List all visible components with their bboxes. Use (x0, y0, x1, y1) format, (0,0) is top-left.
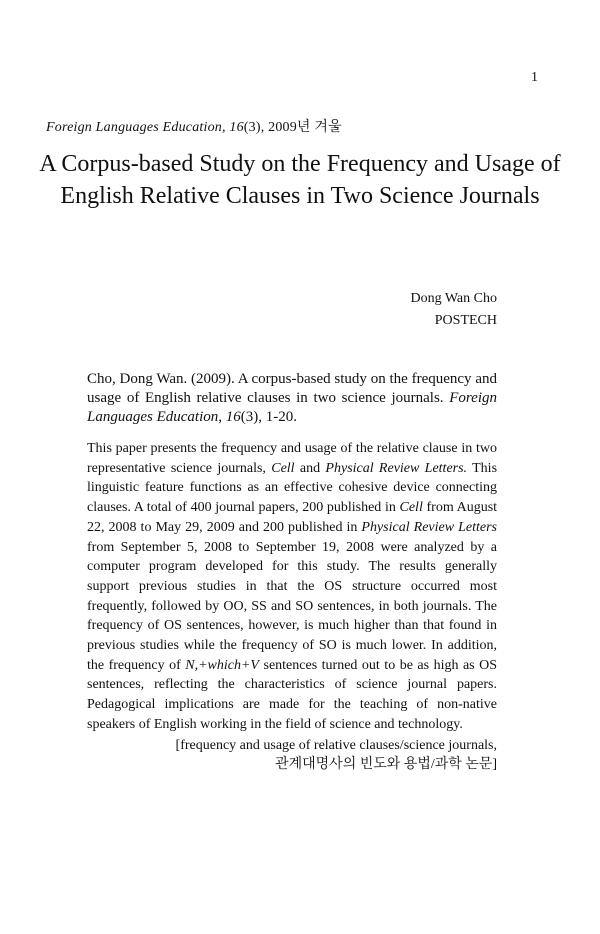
journal-header (46, 116, 342, 136)
paper-title: A Corpus-based Study on the Frequency and Usage of English Relative Clauses in Two Science Journals (39, 151, 561, 209)
abstract-text-3: This linguistic feature functions as an effective cohesive device connecting clauses. A total of 400 journal papers, 200 published in (87, 460, 498, 516)
citation-tail: (3), 1-20. (240, 409, 297, 425)
abstract-journal-prl: Physical Review Letters. (325, 460, 468, 476)
abstract-text-2: and (299, 460, 321, 476)
abstract-text-1: This paper presents the frequency and usage of the relative clause in two representative science journals, (87, 441, 497, 476)
keywords-line-2: 관계대명사의 빈도와 용법/과학 논문] (275, 757, 497, 772)
abstract (87, 439, 497, 735)
journal-name: Foreign Languages Education, (46, 120, 226, 135)
abstract-text-5: from September 5, 2008 to September 19, 2008 were analyzed by a computer program developed for this study. The results generally support previous studies in that the OS structure occurred most frequently, followed by OO, SS and SO sentences, in both journals. The frequency of OS sentences, however, is much higher than that found in previous studies while the frequency of SO is much lower. In addition, the frequency of (87, 539, 497, 673)
author-name: Dong Wan Cho (410, 291, 497, 306)
citation-volume: 16 (225, 409, 241, 425)
abstract-text-4: from August 22, 2008 to May 29, 2009 and 200 published in (87, 500, 498, 535)
keywords-line-1: [frequency and usage of relative clauses/science journals, (175, 738, 497, 753)
abstract-text-6: sentences turned out to be as high as OS sentences, reflecting the characteristics of science journal papers. Pedagogical implications are made for the teaching of non-native speakers of English working in the field of science and technology. (87, 657, 498, 732)
keywords (77, 736, 497, 774)
abstract-journal-prl-2: Physical Review Letters (361, 519, 497, 535)
citation-text: Cho, Dong Wan. (2009). A corpus-based study on the frequency and usage of English relative clauses in two science journals. (87, 371, 497, 406)
journal-volume: 16 (229, 120, 244, 135)
abstract-journal-cell-2: Cell (399, 500, 423, 516)
abstract-formula: N,+which+V (185, 657, 259, 673)
page-number: 1 (531, 70, 538, 85)
author-block (410, 288, 497, 332)
author-affiliation: POSTECH (434, 313, 497, 328)
abstract-journal-cell: Cell (271, 460, 295, 476)
journal-issue: (3), 2009년 겨울 (243, 120, 342, 135)
citation (87, 370, 497, 427)
citation-journal: Foreign Languages Education, (87, 390, 498, 425)
